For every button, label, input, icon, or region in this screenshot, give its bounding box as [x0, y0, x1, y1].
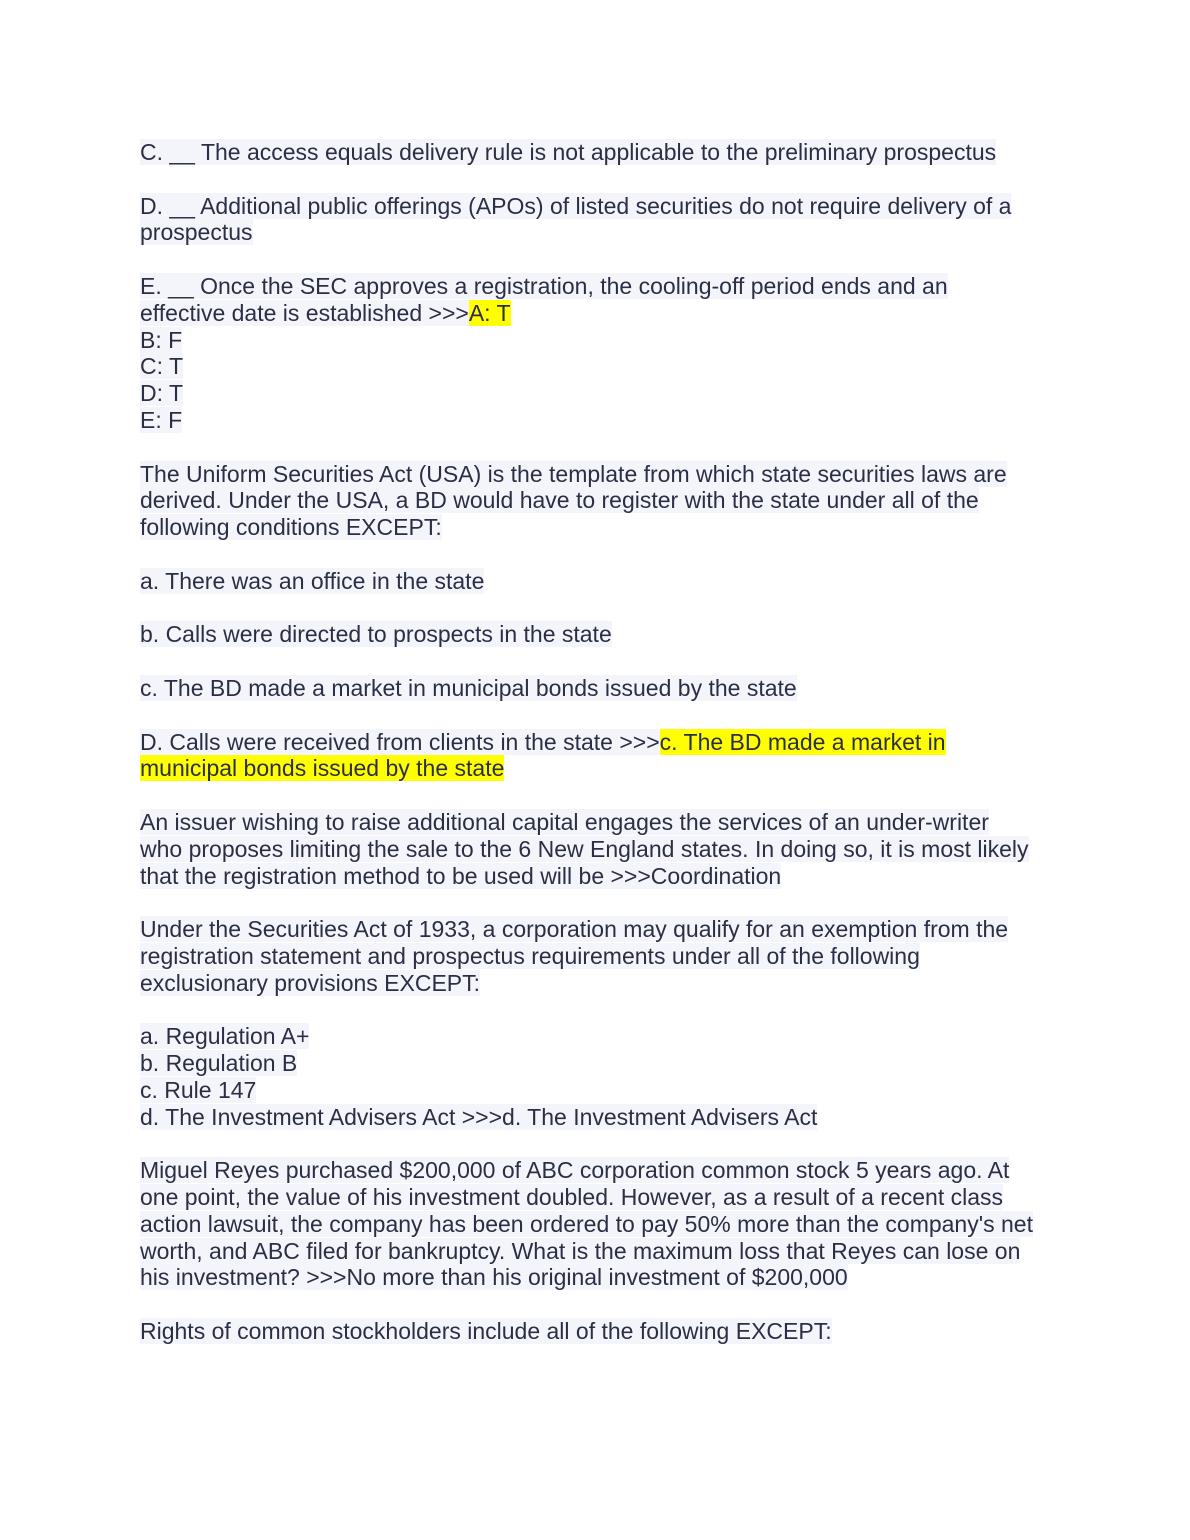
true-false-block: [140, 139, 1060, 434]
statement-d-line1: D. __ Additional public offerings (APOs) of listed securities do not require delivery of a: [140, 192, 1012, 219]
question-line: worth, and ABC filed for bankruptcy. What is the maximum loss that Reyes can lose on: [140, 1237, 1021, 1264]
answer-b: B: F: [140, 326, 183, 353]
document-page: [140, 139, 1060, 1345]
highlighted-answer: c. The BD made a market in: [659, 728, 946, 755]
statement-d-line2: prospectus: [140, 219, 253, 246]
answer-e: E: F: [140, 406, 183, 433]
option-c: c. The BD made a market in municipal bonds issued by the state: [140, 674, 797, 701]
statement-e-line2: effective date is established >>>: [140, 299, 469, 326]
highlighted-answer: municipal bonds issued by the state: [140, 755, 505, 782]
question-line: one point, the value of his investment doubled. However, as a result of a recent class: [140, 1184, 1003, 1211]
option-b: b. Regulation B: [140, 1050, 298, 1077]
question-line: The Uniform Securities Act (USA) is the template from which state securities laws are: [140, 460, 1007, 487]
question-line: registration statement and prospectus requirements under all of the following: [140, 942, 920, 969]
option-a: a. There was an office in the state: [140, 567, 485, 594]
question-line: his investment? >>>No more than his original investment of $200,000: [140, 1264, 848, 1291]
answer-c: C: T: [140, 353, 184, 380]
statement-e-line1: E. __ Once the SEC approves a registration, the cooling-off period ends and an: [140, 272, 948, 299]
question-usa: [140, 461, 1060, 783]
question-line: exclusionary provisions EXCEPT:: [140, 969, 481, 996]
question-line: Under the Securities Act of 1933, a corporation may qualify for an exemption from the: [140, 916, 1009, 943]
highlighted-answer: A: T: [468, 299, 511, 326]
question-line: Rights of common stockholders include all of the following EXCEPT:: [140, 1318, 832, 1345]
option-a: a. Regulation A+: [140, 1023, 310, 1050]
question-line: who proposes limiting the sale to the 6 New England states. In doing so, it is most likely: [140, 835, 1029, 862]
answer-d: D: T: [140, 380, 184, 407]
option-d: D. Calls were received from clients in the state >>>: [140, 728, 660, 755]
question-line: Miguel Reyes purchased $200,000 of ABC corporation common stock 5 years ago. At: [140, 1157, 1010, 1184]
question-rights: [140, 1318, 1060, 1345]
question-line: that the registration method to be used will be >>>Coordination: [140, 862, 782, 889]
statement-c: C. __ The access equals delivery rule is not applicable to the preliminary prospectus: [140, 139, 997, 165]
question-issuer: [140, 809, 1060, 889]
question-reyes: [140, 1157, 1060, 1291]
question-line: An issuer wishing to raise additional capital engages the services of an under-writer: [140, 808, 989, 835]
option-d: d. The Investment Advisers Act >>>d. The Investment Advisers Act: [140, 1103, 818, 1130]
option-c: c. Rule 147: [140, 1076, 257, 1103]
option-b: b. Calls were directed to prospects in the state: [140, 621, 612, 648]
question-1933-act: [140, 916, 1060, 1130]
question-line: derived. Under the USA, a BD would have to register with the state under all of the: [140, 487, 979, 514]
question-line: following conditions EXCEPT:: [140, 514, 442, 541]
question-line: action lawsuit, the company has been ordered to pay 50% more than the company's net: [140, 1210, 1033, 1237]
